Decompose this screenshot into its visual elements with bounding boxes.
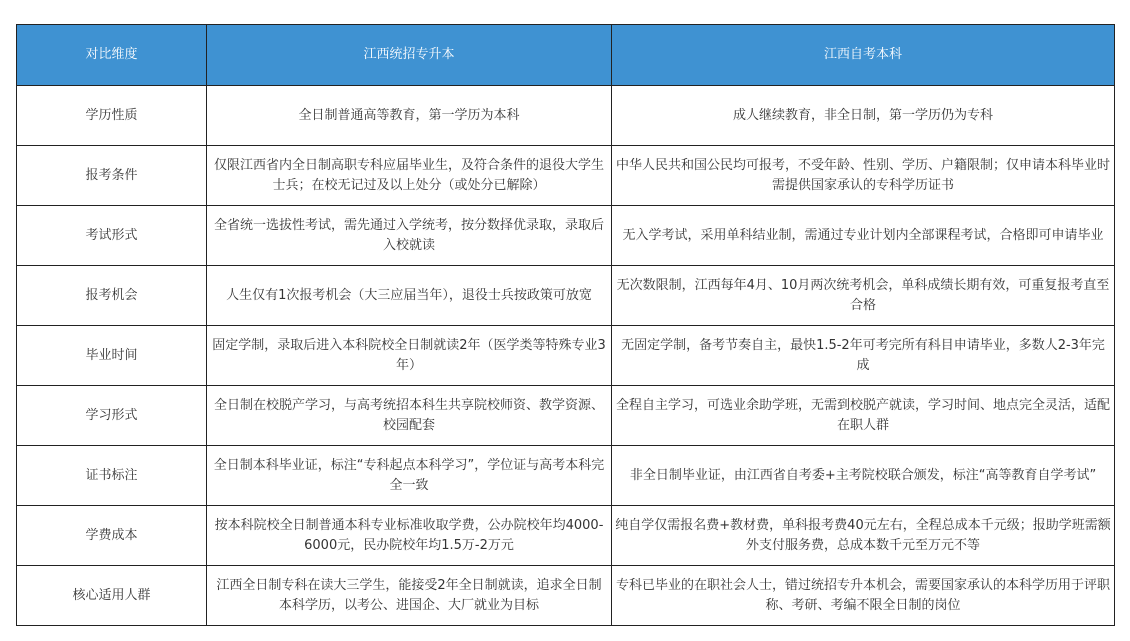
row-dimension: 毕业时间 (17, 326, 207, 386)
table-row (17, 146, 1115, 206)
row-self-study-cell: 成人继续教育，非全日制，第一学历仍为专科 (612, 86, 1115, 146)
row-unified-exam-cell: 江西全日制专科在读大三学生，能接受2年全日制就读，追求全日制本科学历，以考公、进国企、大厂就业为目标 (207, 566, 612, 626)
row-dimension: 学费成本 (17, 506, 207, 566)
row-self-study-cell: 专科已毕业的在职社会人士，错过统招专升本机会，需要国家承认的本科学历用于评职称、考研、考编不限全日制的岗位 (612, 566, 1115, 626)
row-unified-exam-cell: 全省统一选拔性考试，需先通过入学统考，按分数择优录取，录取后入校就读 (207, 206, 612, 266)
header-dimension: 对比维度 (17, 25, 207, 86)
table-row (17, 86, 1115, 146)
row-unified-exam-cell: 按本科院校全日制普通本科专业标准收取学费，公办院校年均4000-6000元，民办院校年均1.5万-2万元 (207, 506, 612, 566)
row-dimension: 核心适用人群 (17, 566, 207, 626)
table-header-row (17, 25, 1115, 86)
row-dimension: 学习形式 (17, 386, 207, 446)
table-row (17, 566, 1115, 626)
row-self-study-cell: 无固定学制，备考节奏自主，最快1.5-2年可考完所有科目申请毕业，多数人2-3年完成 (612, 326, 1115, 386)
row-dimension: 报考机会 (17, 266, 207, 326)
row-unified-exam-cell: 仅限江西省内全日制高职专科应届毕业生，及符合条件的退役大学生士兵；在校无记过及以上处分（或处分已解除） (207, 146, 612, 206)
table-row (17, 446, 1115, 506)
table-row (17, 386, 1115, 446)
row-self-study-cell: 非全日制毕业证，由江西省自考委+主考院校联合颁发，标注“高等教育自学考试” (612, 446, 1115, 506)
comparison-table-container (16, 24, 1114, 626)
table-row (17, 506, 1115, 566)
row-self-study-cell: 全程自主学习，可选业余助学班，无需到校脱产就读，学习时间、地点完全灵活，适配在职人群 (612, 386, 1115, 446)
header-unified-exam: 江西统招专升本 (207, 25, 612, 86)
row-unified-exam-cell: 人生仅有1次报考机会（大三应届当年），退役士兵按政策可放宽 (207, 266, 612, 326)
row-self-study-cell: 纯自学仅需报名费+教材费，单科报考费40元左右，全程总成本千元级；报助学班需额外支付服务费，总成本数千元至万元不等 (612, 506, 1115, 566)
table-row (17, 266, 1115, 326)
row-dimension: 证书标注 (17, 446, 207, 506)
row-dimension: 学历性质 (17, 86, 207, 146)
comparison-table (16, 24, 1115, 626)
row-unified-exam-cell: 全日制在校脱产学习，与高考统招本科生共享院校师资、教学资源、校园配套 (207, 386, 612, 446)
row-self-study-cell: 无入学考试，采用单科结业制，需通过专业计划内全部课程考试，合格即可申请毕业 (612, 206, 1115, 266)
table-row (17, 206, 1115, 266)
header-self-study: 江西自考本科 (612, 25, 1115, 86)
table-row (17, 326, 1115, 386)
row-dimension: 考试形式 (17, 206, 207, 266)
row-unified-exam-cell: 固定学制，录取后进入本科院校全日制就读2年（医学类等特殊专业3年） (207, 326, 612, 386)
row-self-study-cell: 中华人民共和国公民均可报考，不受年龄、性别、学历、户籍限制；仅申请本科毕业时需提供国家承认的专科学历证书 (612, 146, 1115, 206)
row-unified-exam-cell: 全日制本科毕业证，标注“专科起点本科学习”，学位证与高考本科完全一致 (207, 446, 612, 506)
row-dimension: 报考条件 (17, 146, 207, 206)
row-self-study-cell: 无次数限制，江西每年4月、10月两次统考机会，单科成绩长期有效，可重复报考直至合格 (612, 266, 1115, 326)
row-unified-exam-cell: 全日制普通高等教育，第一学历为本科 (207, 86, 612, 146)
